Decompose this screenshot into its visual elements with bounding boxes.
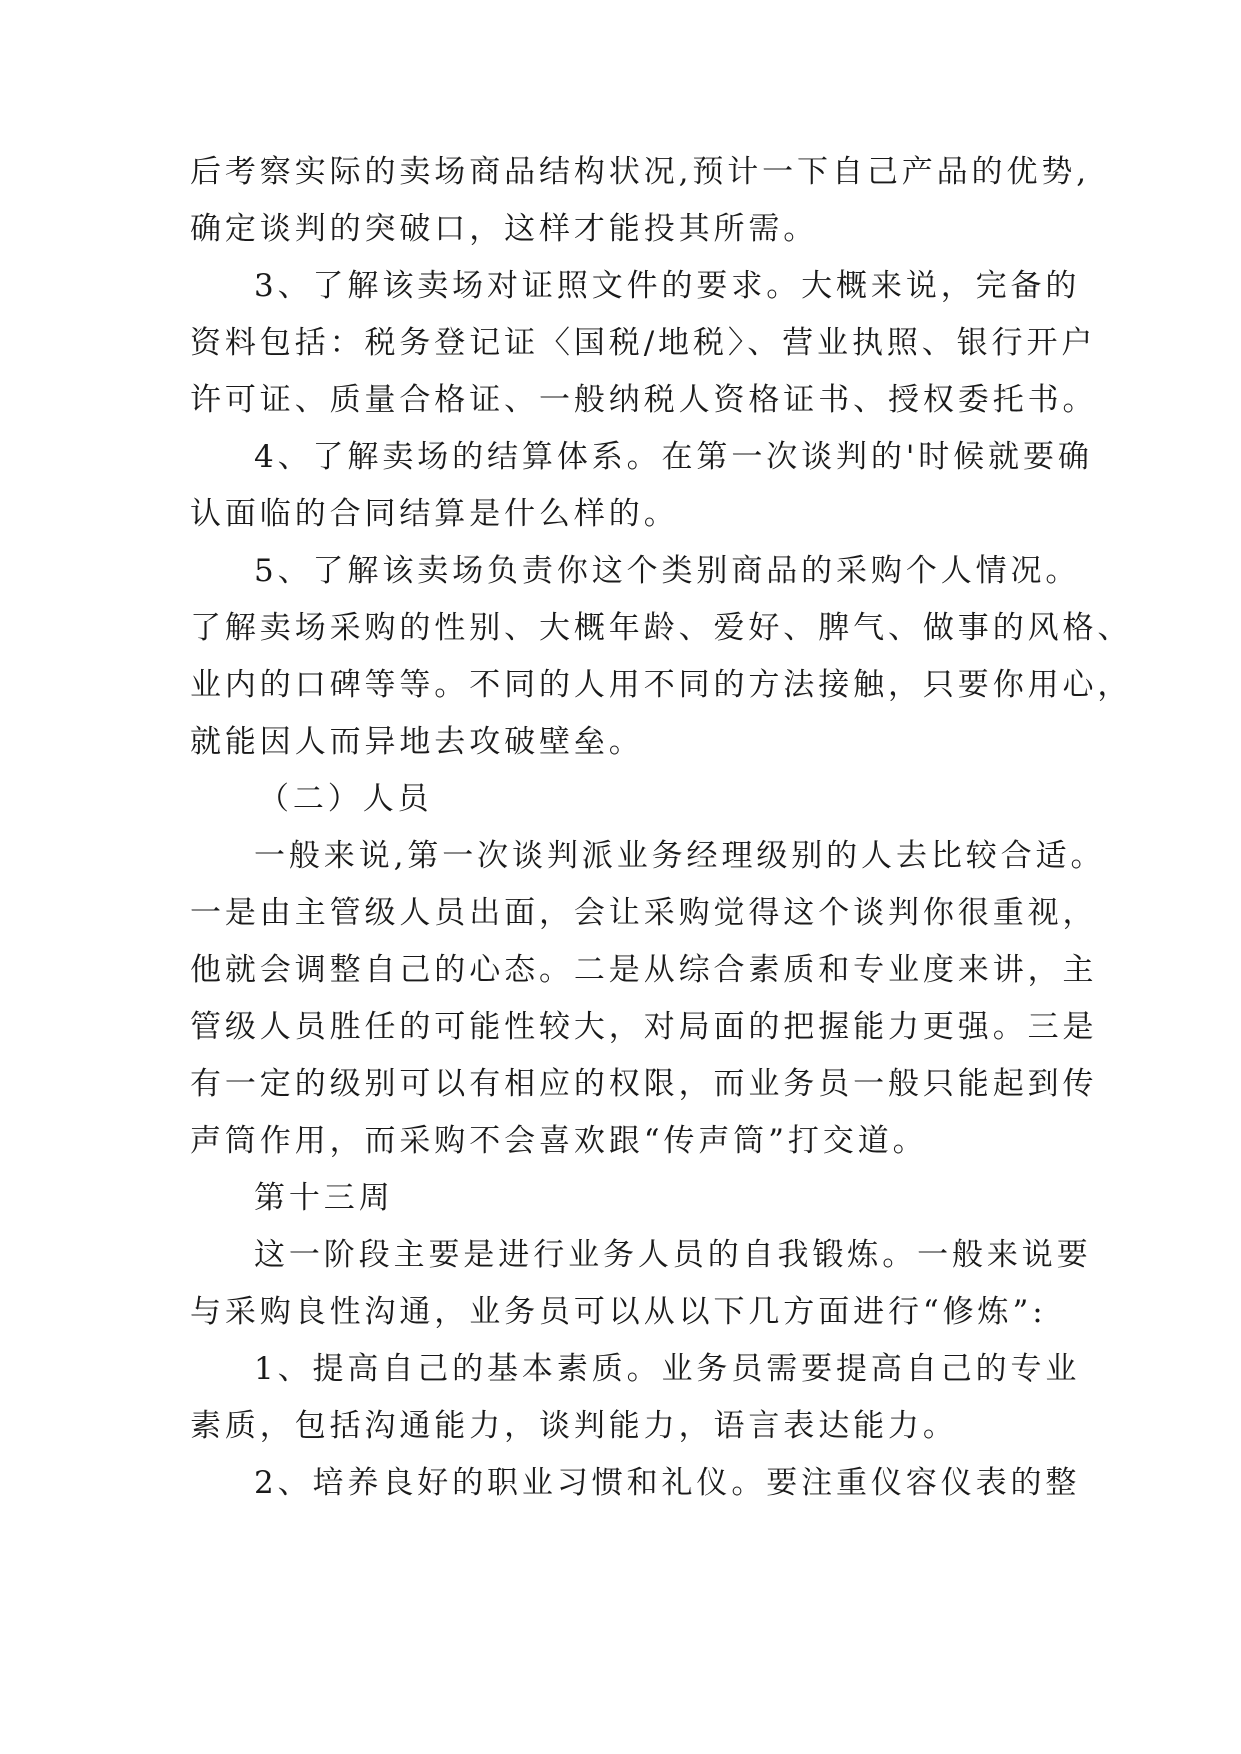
paragraph-line: 了解卖场采购的性别、大概年龄、爱好、脾气、做事的风格、	[190, 610, 1133, 646]
paragraph-line: 有一定的级别可以有相应的权限，而业务员一般只能起到传	[190, 1066, 1098, 1102]
section-heading: （二）人员	[258, 781, 433, 817]
paragraph-line: 3、了解该卖场对证照文件的要求。大概来说，完备的	[254, 268, 1081, 304]
paragraph-line: 2、培养良好的职业习惯和礼仪。要注重仪容仪表的整	[254, 1465, 1081, 1501]
paragraph-line: 许可证、质量合格证、一般纳税人资格证书、授权委托书。	[190, 382, 1098, 418]
paragraph-line: 1、提高自己的基本素质。业务员需要提高自己的专业	[254, 1351, 1081, 1387]
paragraph-line: 确定谈判的突破口，这样才能投其所需。	[190, 211, 819, 247]
paragraph-line: 4、了解卖场的结算体系。在第一次谈判的'时候就要确	[254, 439, 1093, 475]
paragraph-line: 声筒作用，而采购不会喜欢跟“传声筒”打交道。	[190, 1123, 928, 1159]
paragraph-line: 与采购良性沟通，业务员可以从以下几方面进行“修炼”:	[190, 1294, 1047, 1330]
paragraph-line: 就能因人而异地去攻破壁垒。	[190, 724, 644, 760]
paragraph-line: 素质，包括沟通能力，谈判能力，语言表达能力。	[190, 1408, 958, 1444]
paragraph-line: 资料包括：税务登记证〈国税/地税〉、营业执照、银行开户	[190, 325, 1097, 361]
paragraph-line: 这一阶段主要是进行业务人员的自我锻炼。一般来说要	[254, 1237, 1092, 1273]
paragraph-line: 他就会调整自己的心态。二是从综合素质和专业度来讲，主	[190, 952, 1098, 988]
paragraph-line: 认面临的合同结算是什么样的。	[190, 496, 679, 532]
section-heading: 第十三周	[254, 1180, 394, 1216]
paragraph-line: 后考察实际的卖场商品结构状况,预计一下自己产品的优势,	[190, 154, 1091, 190]
paragraph-line: 一是由主管级人员出面，会让采购觉得这个谈判你很重视，	[190, 895, 1098, 931]
paragraph-line: 管级人员胜任的可能性较大，对局面的把握能力更强。三是	[190, 1009, 1098, 1045]
paragraph-line: 业内的口碑等等。不同的人用不同的方法接触，只要你用心，	[190, 667, 1133, 703]
paragraph-line: 一般来说,第一次谈判派业务经理级别的人去比较合适。	[254, 838, 1106, 874]
paragraph-line: 5、了解该卖场负责你这个类别商品的采购个人情况。	[254, 553, 1081, 589]
